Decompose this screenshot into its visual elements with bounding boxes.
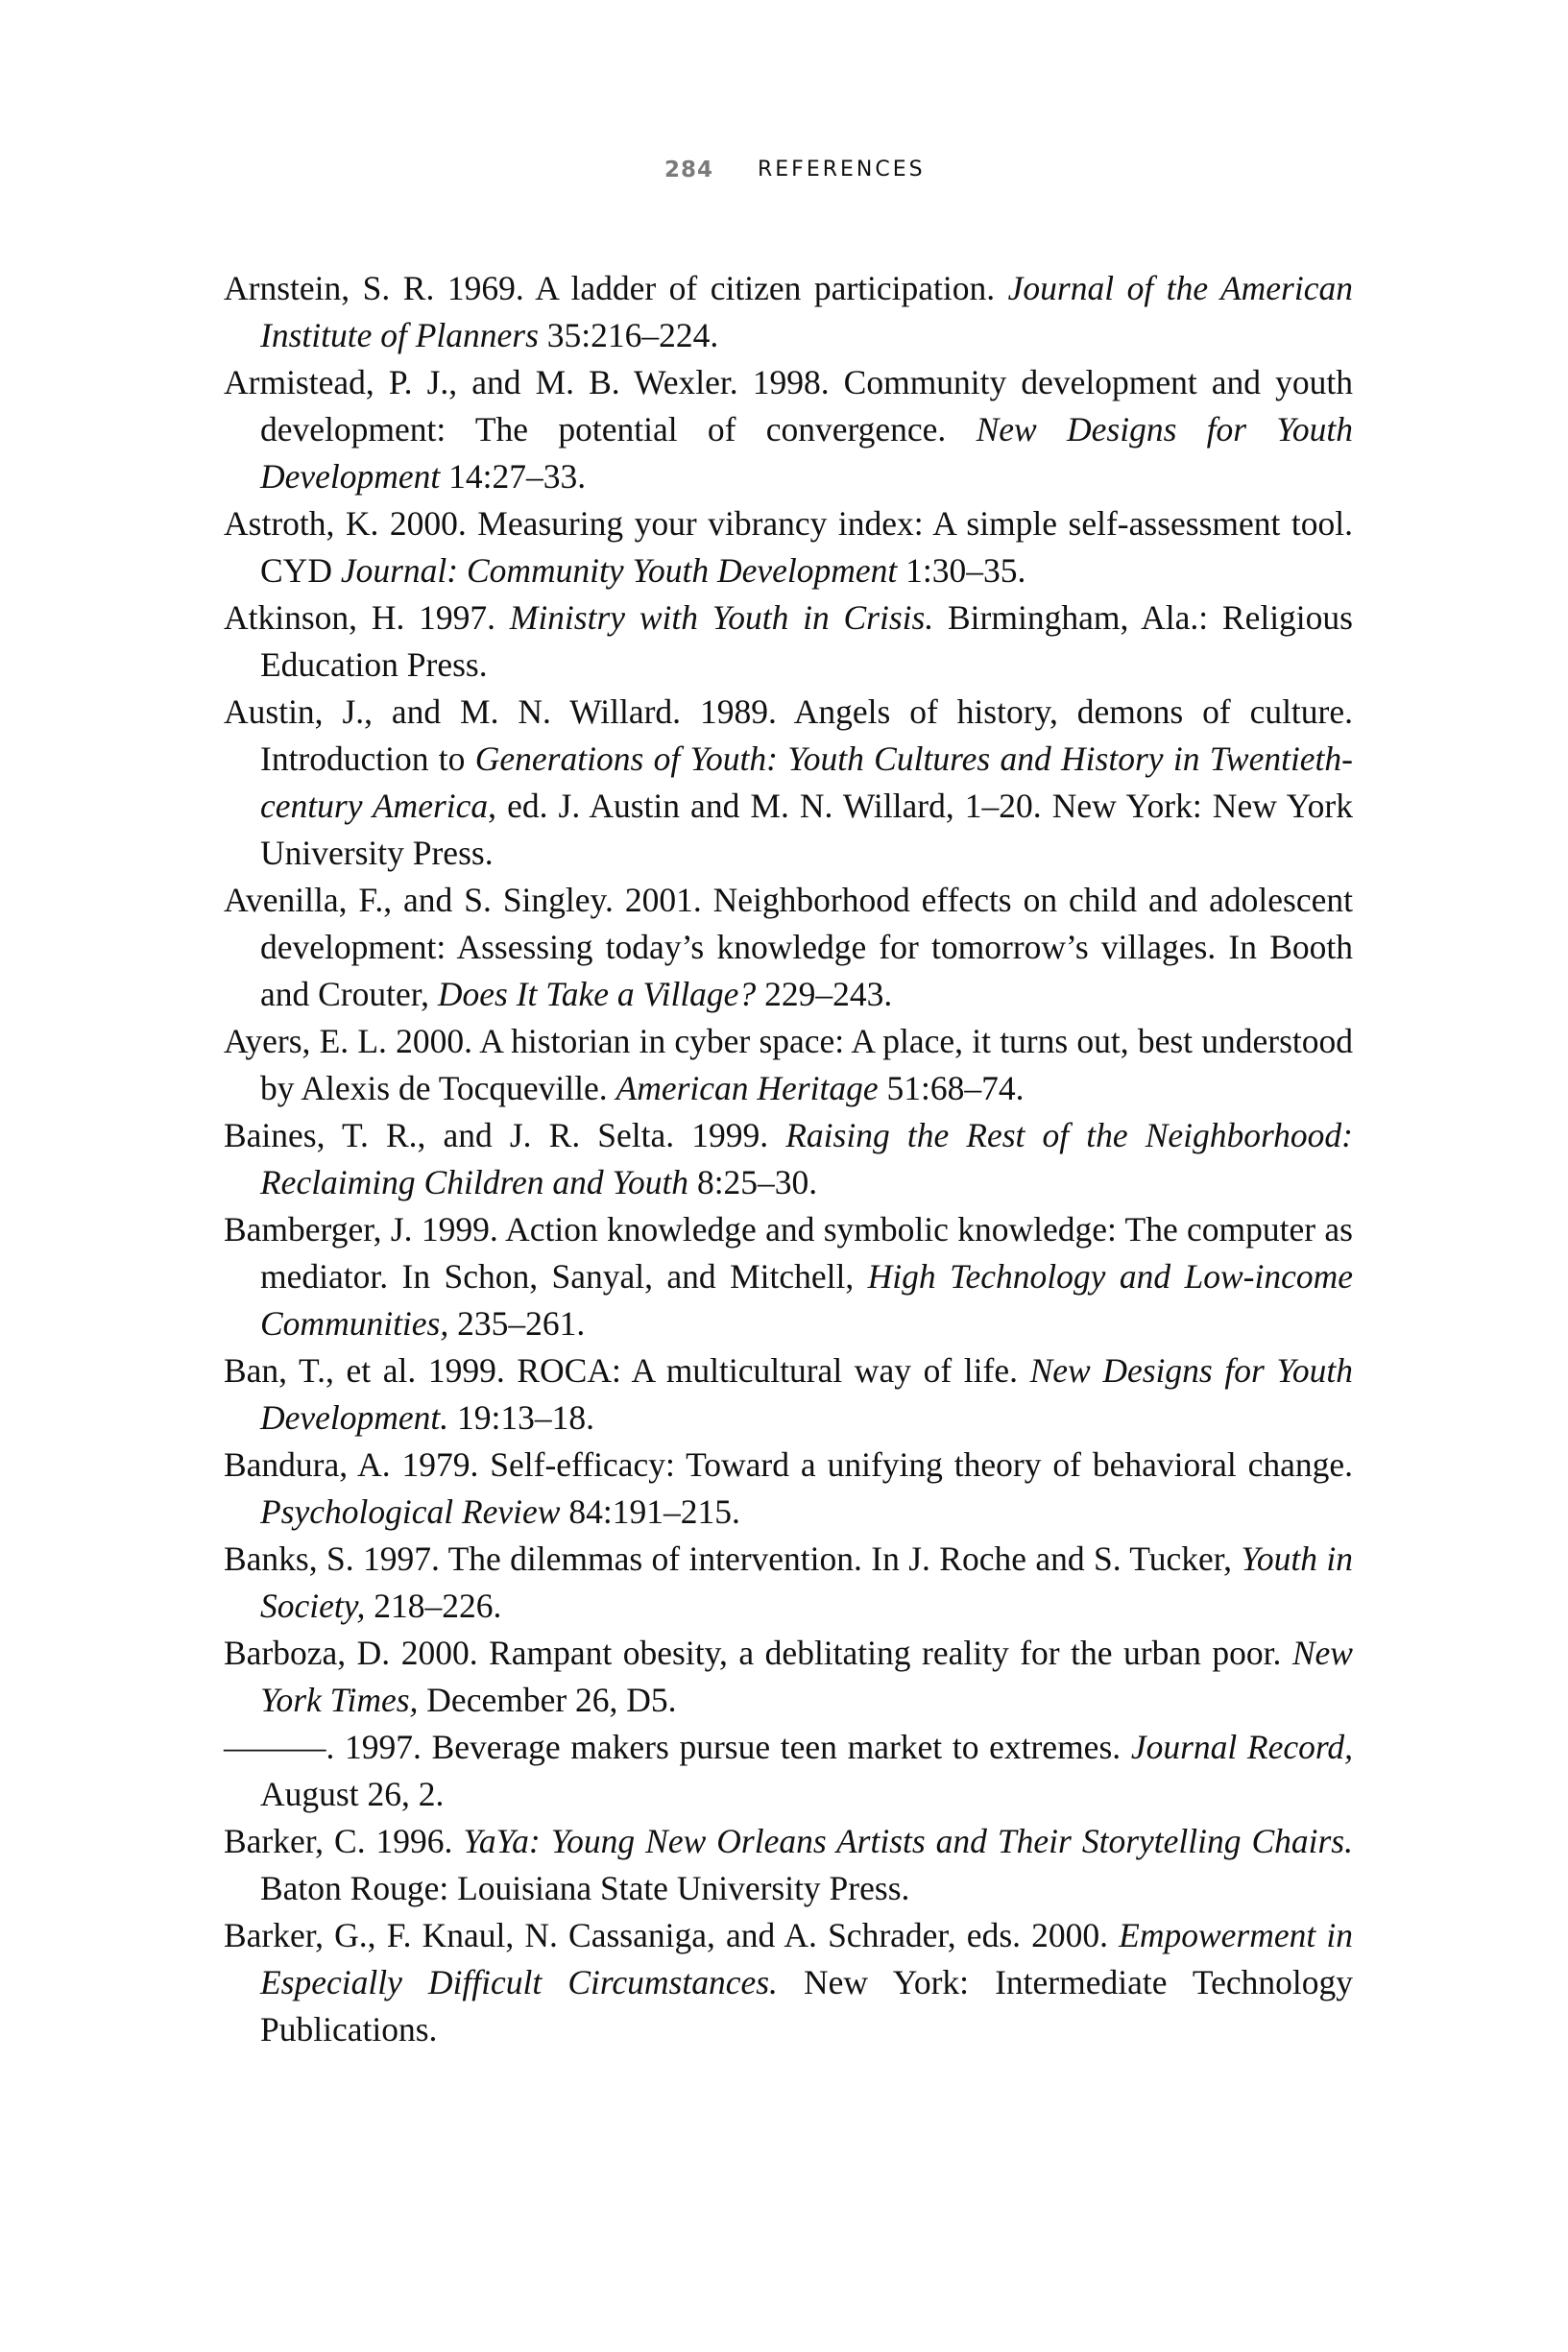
reference-entry: [224, 594, 1353, 689]
reference-text: 229–243.: [756, 975, 893, 1013]
reference-text: 235–261.: [448, 1304, 586, 1343]
reference-entry: [224, 1347, 1353, 1442]
reference-entry: [224, 877, 1353, 1018]
reference-title-italic: Does It Take a Village?: [437, 975, 757, 1013]
reference-title-italic: Raising the Rest of the Neighborhood: Reclaiming Children and Youth: [260, 1116, 1353, 1201]
reference-entry: [224, 265, 1353, 359]
reference-entry: [224, 1724, 1353, 1818]
reference-title-italic: YaYa: Young New Orleans Artists and Their Storytelling Chairs.: [463, 1822, 1353, 1860]
reference-text: 8:25–30.: [688, 1163, 818, 1201]
reference-entry: [224, 1536, 1353, 1630]
reference-text: Bandura, A. 1979. Self-efficacy: Toward a unifying theory of behavioral change.: [224, 1445, 1353, 1484]
reference-text: Arnstein, S. R. 1969. A ladder of citizen participation.: [224, 269, 1008, 307]
reference-title-italic: New Designs for Youth Development.: [260, 1351, 1353, 1437]
reference-entry: [224, 1442, 1353, 1536]
reference-text: Astroth, K. 2000. Measuring your vibrancy index: A simple self-assessment tool. CYD: [224, 504, 1353, 590]
reference-entry: [224, 359, 1353, 500]
reference-title-italic: Ministry with Youth in Crisis.: [509, 598, 934, 637]
reference-title-italic: Journal Record,: [1130, 1728, 1353, 1766]
reference-entry: [224, 1206, 1353, 1347]
reference-text: Barboza, D. 2000. Rampant obesity, a deblitating reality for the urban poor.: [224, 1634, 1292, 1672]
reference-text: Baines, T. R., and J. R. Selta. 1999.: [224, 1116, 786, 1154]
reference-entry: [224, 1018, 1353, 1112]
reference-text: 35:216–224.: [538, 316, 719, 354]
reference-entry: [224, 689, 1353, 877]
reference-text: August 26, 2.: [260, 1775, 445, 1813]
reference-text: December 26, D5.: [418, 1681, 677, 1719]
reference-text: 19:13–18.: [448, 1398, 595, 1437]
reference-text: Birmingham, Ala.: Religious Education Press.: [260, 598, 1353, 684]
reference-text: 1:30–35.: [897, 551, 1026, 590]
reference-text: Armistead, P. J., and M. B. Wexler. 1998. Community development and youth development: The potential of convergence.: [224, 363, 1353, 449]
reference-text: New York: Intermediate Technology Publications.: [260, 1963, 1354, 2049]
reference-title-italic: Journal: Community Youth Development: [340, 551, 898, 590]
reference-text: ———. 1997. Beverage makers pursue teen market to extremes.: [224, 1728, 1131, 1766]
reference-text: Avenilla, F., and S. Singley. 2001. Neighborhood effects on child and adolescent development: Assessing today’s knowledge for tomorrow’s villages. In Booth and Crouter,: [224, 881, 1353, 1013]
reference-text: 51:68–74.: [878, 1069, 1025, 1107]
reference-title-italic: New Designs for Youth Development: [260, 410, 1353, 496]
reference-text: Barker, G., F. Knaul, N. Cassaniga, and A. Schrader, eds. 2000.: [224, 1916, 1120, 1954]
reference-text: Atkinson, H. 1997.: [224, 598, 510, 637]
reference-text: 218–226.: [365, 1587, 502, 1625]
reference-title-italic: New York Times,: [260, 1634, 1353, 1719]
reference-entry: [224, 1112, 1353, 1206]
reference-entry: [224, 1630, 1353, 1724]
reference-title-italic: Generations of Youth: Youth Cultures and History in Twentieth-century America: [260, 740, 1353, 825]
reference-title-italic: Psychological Review: [260, 1492, 561, 1531]
section-title: REFERENCES: [758, 158, 926, 182]
reference-title-italic: Empowerment in Especially Difficult Circumstances.: [260, 1916, 1353, 2001]
reference-title-italic: Youth in Society,: [260, 1540, 1353, 1625]
reference-text: Banks, S. 1997. The dilemmas of intervention. In J. Roche and S. Tucker,: [224, 1540, 1242, 1578]
reference-text: Baton Rouge: Louisiana State University Press.: [260, 1869, 910, 1907]
reference-text: Bamberger, J. 1999. Action knowledge and symbolic knowledge: The computer as mediator. In Schon, Sanyal, and Mitchell,: [224, 1210, 1353, 1296]
reference-text: Ban, T., et al. 1999. ROCA: A multicultural way of life.: [224, 1351, 1030, 1390]
reference-entry: [224, 500, 1353, 594]
reference-text: 14:27–33.: [440, 457, 587, 496]
reference-list: [224, 265, 1353, 2053]
reference-text: Austin, J., and M. N. Willard. 1989. Angels of history, demons of culture. Introduction to: [224, 692, 1353, 778]
reference-title-italic: High Technology and Low-income Communities,: [260, 1257, 1354, 1343]
reference-title-italic: American Heritage: [615, 1069, 879, 1107]
page-number: 284: [664, 158, 714, 182]
reference-text: Ayers, E. L. 2000. A historian in cyber space: A place, it turns out, best understood by Alexis de Tocqueville.: [224, 1022, 1353, 1107]
reference-text: 84:191–215.: [560, 1492, 740, 1531]
reference-text: Barker, C. 1996.: [224, 1822, 464, 1860]
reference-entry: [224, 1912, 1353, 2053]
reference-title-italic: Journal of the American Institute of Planners: [260, 269, 1353, 354]
reference-entry: [224, 1818, 1353, 1912]
reference-text: , ed. J. Austin and M. N. Willard, 1–20. New York: New York University Press.: [260, 787, 1353, 872]
